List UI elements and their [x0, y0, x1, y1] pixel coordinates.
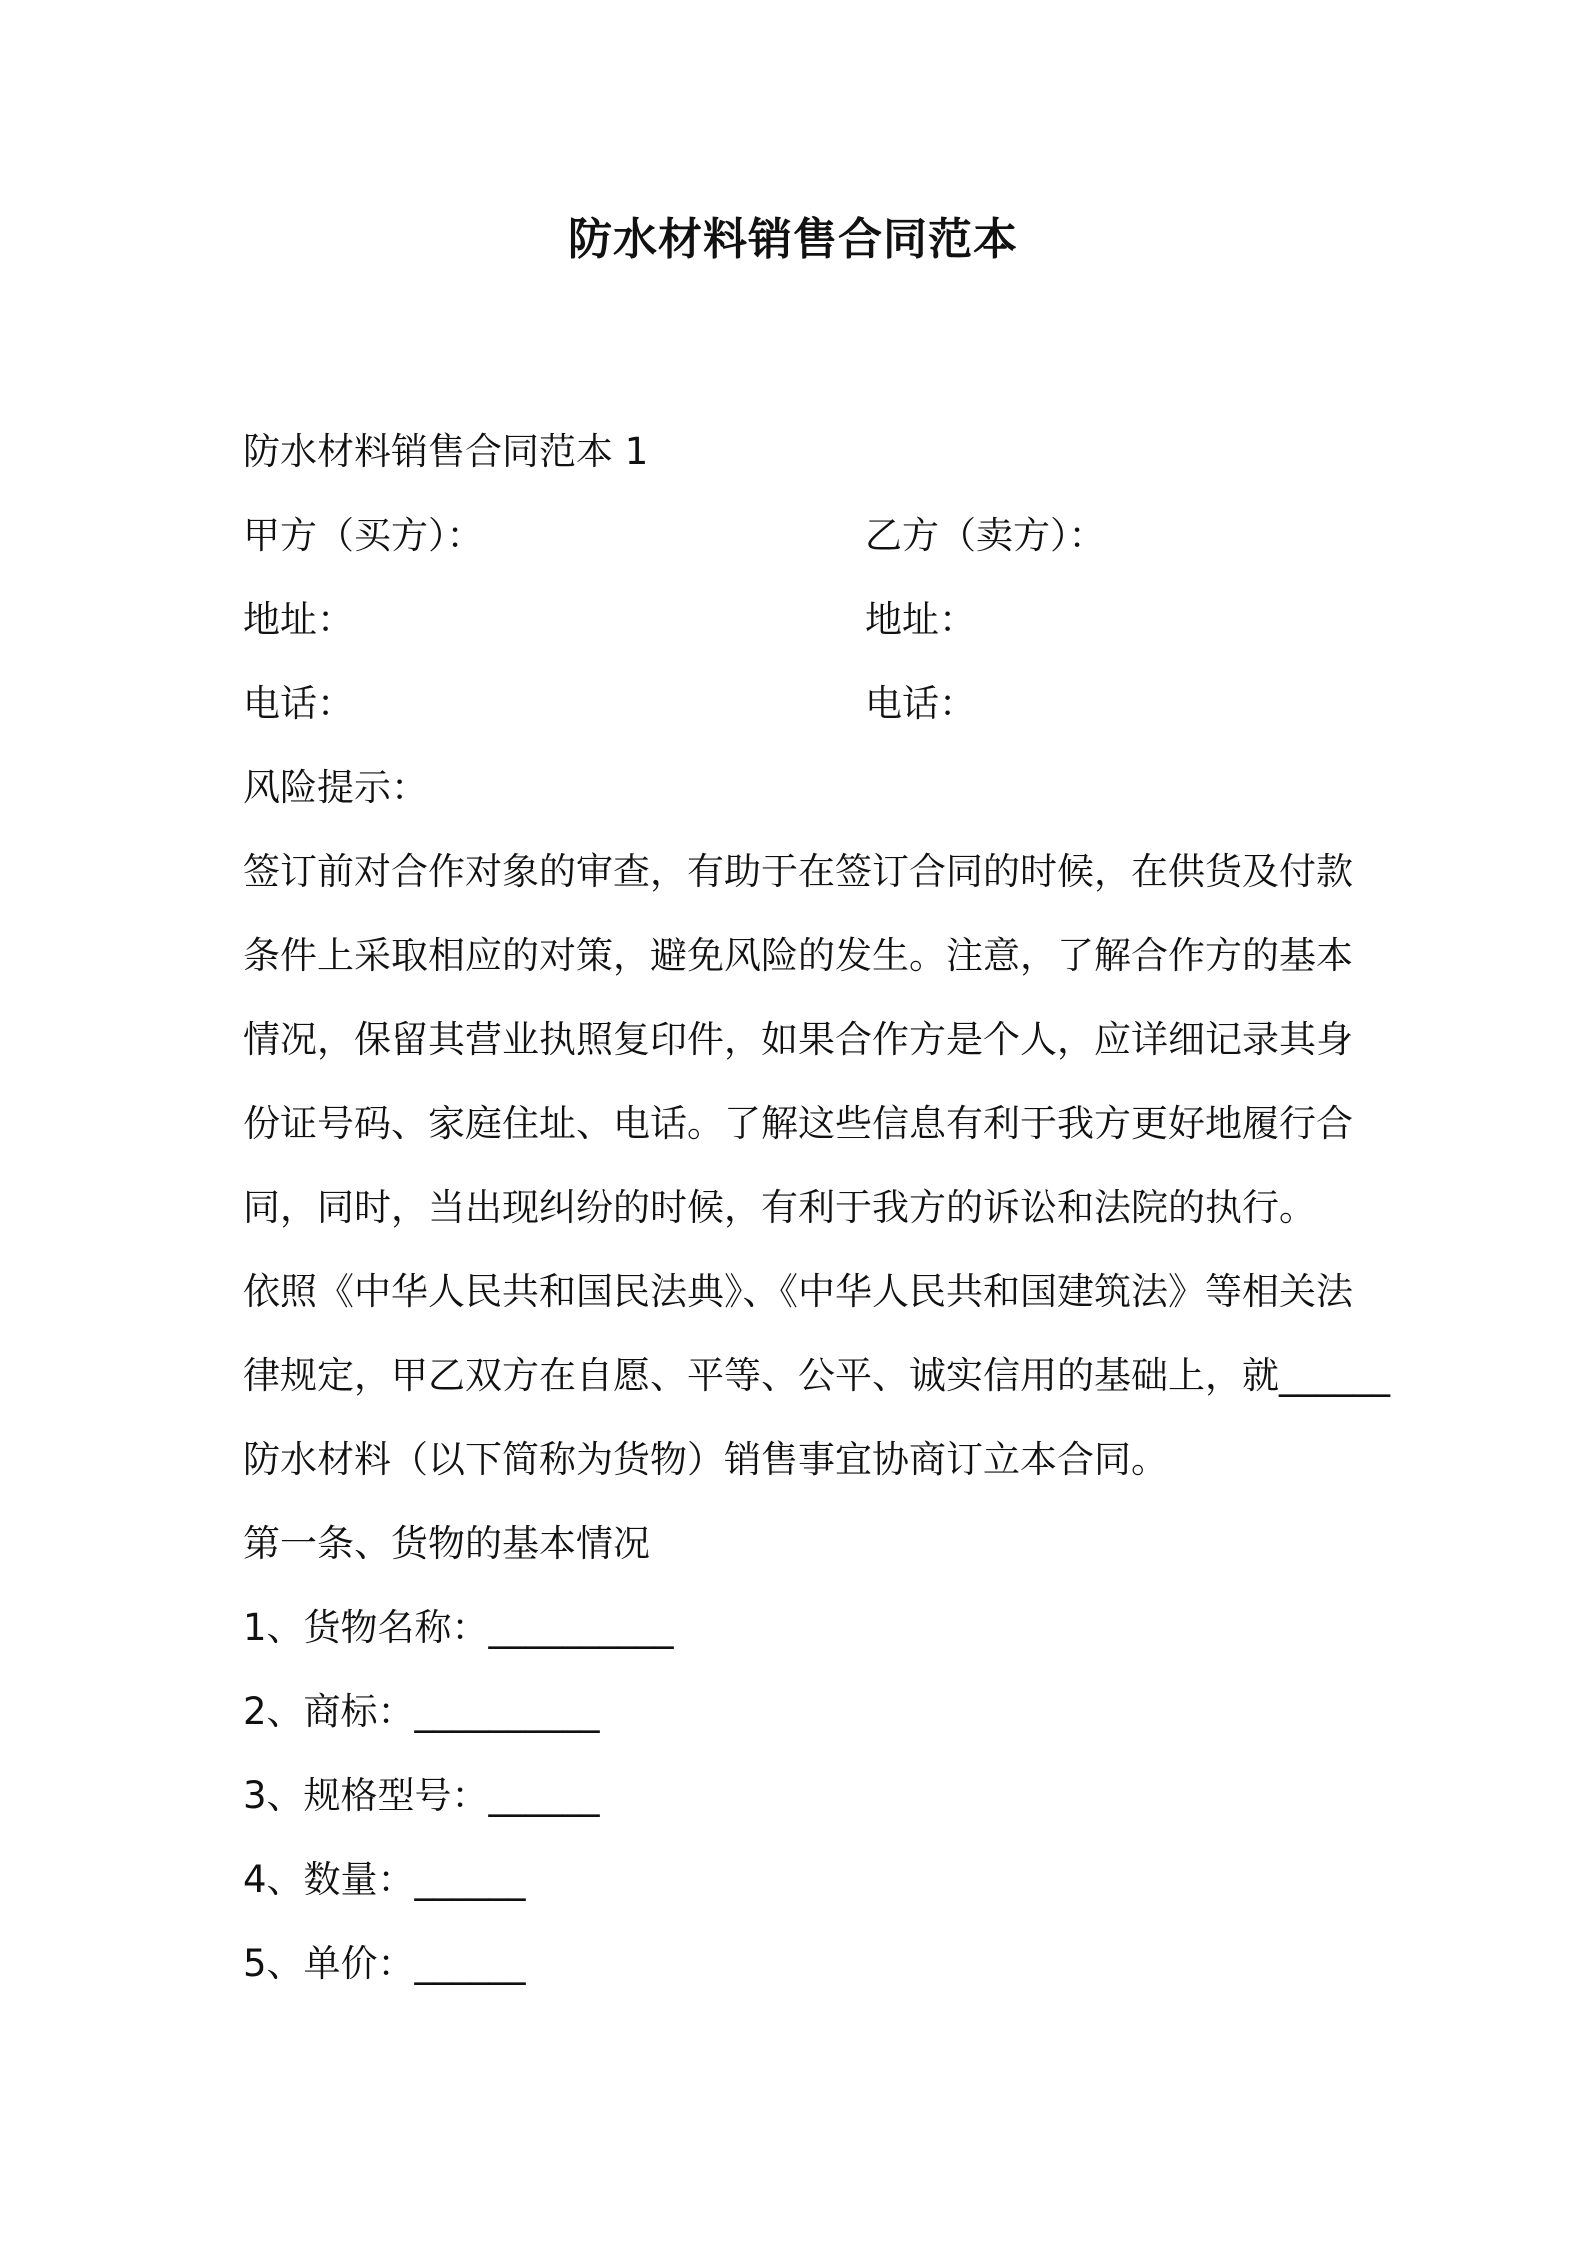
item-trademark: 2、商标：__________ — [243, 1690, 600, 1733]
party-a-address: 地址： — [243, 598, 354, 641]
paragraph-line: 签订前对合作对象的审查，有助于在签订合同的时候，在供货及付款 — [243, 850, 1353, 893]
paragraph-line: 条件上采取相应的对策，避免风险的发生。注意，了解合作方的基本 — [243, 934, 1353, 977]
phone-row — [243, 662, 1353, 746]
basis-paragraph — [243, 1250, 1390, 1502]
paragraph-line: 防水材料（以下简称为货物）销售事宜协商订立本合同。 — [243, 1438, 1168, 1481]
party-b-phone: 电话： — [865, 682, 976, 725]
party-row — [243, 494, 1353, 578]
item-goods-name: 1、货物名称：__________ — [243, 1606, 674, 1649]
item-spec-model: 3、规格型号：______ — [243, 1774, 600, 1817]
paragraph-line: 份证号码、家庭住址、电话。了解这些信息有利于我方更好地履行合 — [243, 1102, 1353, 1145]
item-quantity: 4、数量：______ — [243, 1858, 526, 1901]
party-b-address: 地址： — [865, 598, 976, 641]
address-row — [243, 578, 1353, 662]
paragraph-line: 同，同时，当出现纠纷的时候，有利于我方的诉讼和法院的执行。 — [243, 1186, 1316, 1229]
document-title: 防水材料销售合同范本 — [568, 214, 1018, 265]
party-a-phone: 电话： — [243, 682, 354, 725]
party-b-label: 乙方（卖方）： — [865, 514, 1106, 557]
article-1-heading: 第一条、货物的基本情况 — [243, 1522, 650, 1565]
risk-paragraph — [243, 830, 1353, 1250]
party-a-label: 甲方（买方）： — [243, 514, 484, 557]
paragraph-line: 律规定，甲乙双方在自愿、平等、公平、诚实信用的基础上，就______ — [243, 1354, 1390, 1397]
document-body — [243, 410, 1390, 2006]
item-unit-price: 5、单价：______ — [243, 1942, 526, 1985]
paragraph-line: 情况，保留其营业执照复印件，如果合作方是个人，应详细记录其身 — [243, 1018, 1353, 1061]
paragraph-line: 依照《中华人民共和国民法典》、《中华人民共和国建筑法》等相关法 — [243, 1270, 1353, 1313]
contract-subtitle: 防水材料销售合同范本 1 — [243, 430, 649, 473]
risk-heading: 风险提示： — [243, 766, 428, 809]
